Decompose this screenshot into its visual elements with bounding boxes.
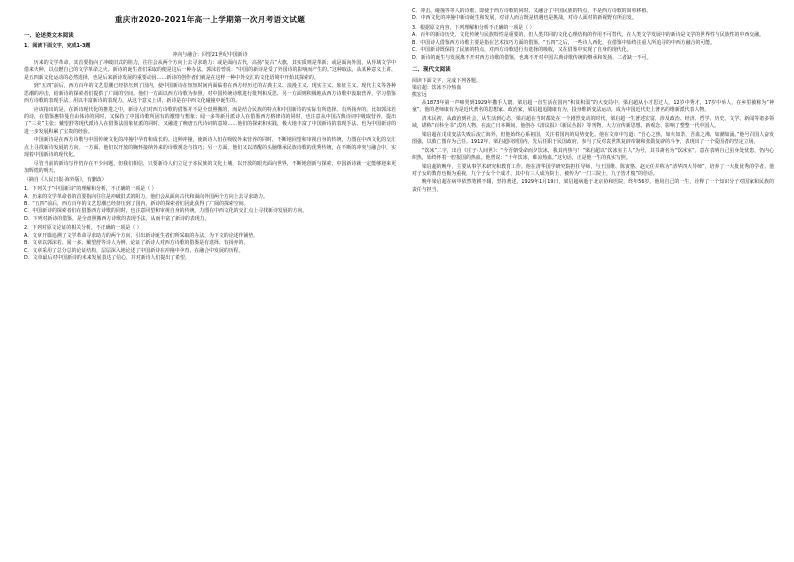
passage2-title: 梁启超：饮冰不冷热血 xyxy=(412,84,462,91)
option: C．中国新诗的探索者们在借鉴西方诗歌的同时，也注意回望和审视自身的传统，力图在中西文化的交汇点上寻找新诗发展的方向。 xyxy=(24,208,308,215)
option: C．冲击、碰撞等等人的诗歌，即使于西方诗歌的同时，又融合了中国民族的特点，不是西方诗歌的简单移植。 xyxy=(412,8,652,14)
paragraph: 中国新诗是在西方诗歌与中国传统文化的冲撞中孕育和成长的。这种冲撞，使新诗人们在吸收外来营养的同时，不断地回望和审视自身的传统，力图在中西文化的交汇点上寻找新诗发展的方向。一方面，他们以开放的胸怀接纳外来的诗歌观念与技巧；另一方面，他们又以清醒的头脑继承民族诗歌的优秀传统，在不断的冲突与融合中，实现着中国新诗的现代化。 xyxy=(24,137,396,159)
paragraph: 清末民初，从政治到社会，从生活到心态，梁启超在当时都处在一个剧烈变动的时代。梁启超一生著述宏富，涉及政治、经济、哲学、历史、文学、新闻等诸多领域，堪称“百科全书”式的人物。在流亡日本期间，他创办《清议报》《新民丛报》等刊物，大力宣传新思想、新观念，影响了整整一代中国人。 xyxy=(412,115,774,130)
paragraph: 历来的文学革命，其首要指向了冲破旧式的阻力，往往会从两个方向上去寻求助力：或是面向古代，高扬“复古”大旗，其实质则是革新；或是面向外国，从异域文学中借来火种，以点燃自己的文学革命之火。新诗的诞生者们采取的便是这后一种办法。郭沫若曾说：“中国的新诗是受了外国诗的影响而产生的。”这种取法，从某种意义上讲，是五四新文化运动的必然选择，也是后来新诗发展的重要动因……新诗的创作者们就是在这样一种中外交汇的文化语境中开始其探索的。 xyxy=(24,59,396,81)
document-title: 重庆市2020-2021年高一上学期第一次月考语文试题 xyxy=(114,15,306,24)
passage-title: 冲向与融合：回望21世纪中国新诗 xyxy=(172,52,248,59)
paragraph: 梁启超在戊戌变法失败后流亡海外，但他始终心系祖国，关注着国内的局势变化。他在文章中写道：“吾心之热，如火如荼，吾血之沸，如潮如涌。”他号召国人奋发图强，以救亡图存为己任。1912年，梁启超回到国内，先后任职于民国政府，参与了反对袁世凯复辟帝制和张勋复辟的斗争，表现出了一个爱国者的坚定立场。 xyxy=(412,131,774,146)
source-note: （摘自《人民日报·海外版》，有删改） xyxy=(24,176,107,183)
option: D．下列对新诗的借鉴，是全盘照搬西方诗歌的表现手法，从而丰富了新诗的表现力。 xyxy=(24,215,210,222)
option: B．“五四”前后，西方百年的文艺思潮已经挤压到了国内，新诗的探索者们因此获得了广阔的探索空间。 xyxy=(24,200,249,207)
option: D．新诗的诞生与发展离不开对西方诗歌的借鉴，也离不开对中国古典诗歌传统的继承和发扬，二者缺一不可。 xyxy=(412,54,652,61)
paragraph: 应该指出的是，在新诗现代化的推进之中，新诗人们对西方诗歌的借鉴并不是全盘照搬的，而是结合民族的特点和中国新诗的实际有所选择、有所扬弃的。比如郭沫若的诗，在借鉴惠特曼自由体诗的同时，又保持了中国诗歌所固有的激情与想象；闻一多等新月派诗人在借鉴西方格律诗的同时，也注意从中国古典诗词中吸取营养，提出了“三美”主张；戴望舒等现代派诗人在借鉴法国象征派的同时，又融进了晚唐五代诗词的意境……他们的探索和实践，极大地丰富了中国新诗的表现手法，也为中国新诗的进一步发展积累了宝贵的经验。 xyxy=(24,106,396,135)
instruction-2: 阅读下面文字，完成下列各题。 xyxy=(412,77,481,84)
right-column xyxy=(412,8,774,556)
option: C．中国新诗既保持了民族的特点，对西方诗歌进行有选择的吸收，又在借鉴中实现了自身的现代化。 xyxy=(412,47,632,54)
instruction-1: 1．阅读下面文字，完成1-3题 xyxy=(24,42,91,49)
paragraph: 晚年梁启超在病中依然笔耕不辍，坚持著述。1929年1月19日，梁启超病逝于北京协和医院，终年56岁。他用自己的一生，诠释了一个知识分子对国家和民族的责任与担当。 xyxy=(412,179,774,193)
paragraph: 梁启超的晚年，主要从事学术研究和教育工作。他在清华国学研究院担任导师，与王国维、陈寅恪、赵元任并称为“清华四大导师”，培养了一大批优秀的学者。他对子女的教育也极为重视，九个子女个个成才，其中有三人成为院士，被传为“一门三院士，九子皆才俊”的佳话。 xyxy=(412,163,774,177)
option: D．文章最后对中国新诗的未来发展表达了信心，并对新诗人们提出了希望。 xyxy=(24,255,190,262)
paragraph: “饮冰”二字，出自《庄子·人间世》：“今吾朝受命而夕饮冰，我其内热与！”梁启超以“饮冰室主人”为号，其书斋名为“饮冰室”，意在表明自己虽身处忧患，仍内心炽热，始终怀着一腔报国的热血。他曾说：“十年饮冰，难凉热血。”这句话，正是他一生的真实写照。 xyxy=(412,147,774,162)
question-1: 1．下列关于“中国新诗”的理解和分析，不正确的一项是（ ） xyxy=(24,186,157,193)
option: A．文章开篇追溯了文学革命寻求助力的两个方向，引出新诗诞生者们所采取的办法，为下文的论述作铺垫。 xyxy=(24,232,259,239)
section-heading-2: 二、现代文阅读 xyxy=(412,67,451,74)
paragraph: 从1873年第一声啼哭到1929年撒手人寰，梁启超一直生活在国内“积贫积弱”的大变局中。梁启超从小才思过人，12岁中秀才，17岁中举人，在乡里被称为“神童”。他的老师康有为是近代著名的思想家、政治家，梁启超追随康有为，投身维新变法运动，成为中国近代史上著名的维新派代表人物。 xyxy=(412,99,774,114)
paragraph: 到“五四”前后，西方百年的文艺思潮已经挤压到了国内，使中国新诗在短短时间内面临着在西方经历过的古典主义、浪漫主义、现实主义、象征主义、现代主义等各种思潮的冲击，给新诗的探索者们提供了广阔的空间。他们一方面以西方诗歌为参照，对中国传统诗歌进行批判和反思，另一方面则积极地从西方诗歌中汲取营养，学习借鉴西方诗歌的表现手法，用以丰富新诗的表现力。从这个意义上讲，新诗是在中西文化碰撞中诞生的。 xyxy=(24,83,396,105)
option: A．历来的文学革命者的首要指向往往是冲破旧式的阻力，他们会从面向古代和面向外国两个方向上去寻求助力。 xyxy=(24,193,268,200)
question-3: 3．根据原文内容，下列理解和分析不正确的一项是（ ） xyxy=(412,24,535,31)
option: C．文章采用了总分总的论证结构，层层深入地论述了中国新诗在冲撞中孕育、在融合中发展的历程。 xyxy=(24,247,244,254)
paragraph: 尽管当前的新诗写作仍存在不少问题，但我们相信，只要新诗人们立足于本民族的文化土壤，以开放的眼光面向世界，不断地创新与探索，中国新诗就一定能够迎来更加辉煌的明天。 xyxy=(24,160,396,175)
option: D．中西文化的冲撞中新诗诞生和发展，对诗人而言既是机遇也是挑战，对诗人面对的新视野有所启发。 xyxy=(412,15,637,22)
left-column xyxy=(24,8,396,556)
option: A．百年的新诗历史，文化传统与民族特性是重要的，但人类共同的文化心理结构的作用不可替代，在人类文学发展中的新诗是文学的世界性与民族性的中西交融。 xyxy=(412,32,765,39)
option: B．中国诗人借鉴西方诗歌主要是指在艺术技巧方面的借鉴，“五四”之后，一些诗人西化，在借鉴中始终注重人所追寻的中西方融合的可能。 xyxy=(412,39,716,46)
author: 熊宏远 xyxy=(412,92,427,99)
option: B．文章以郭沫若、闻一多、戴望舒等诗人为例，论证了新诗人对西方诗歌的借鉴是有选择、有扬弃的。 xyxy=(24,240,249,247)
question-2: 2．下列对原文论证的相关分析，不正确的一项是（ ） xyxy=(24,225,142,232)
section-heading-1: 一、论述类文本阅读 xyxy=(24,32,74,39)
